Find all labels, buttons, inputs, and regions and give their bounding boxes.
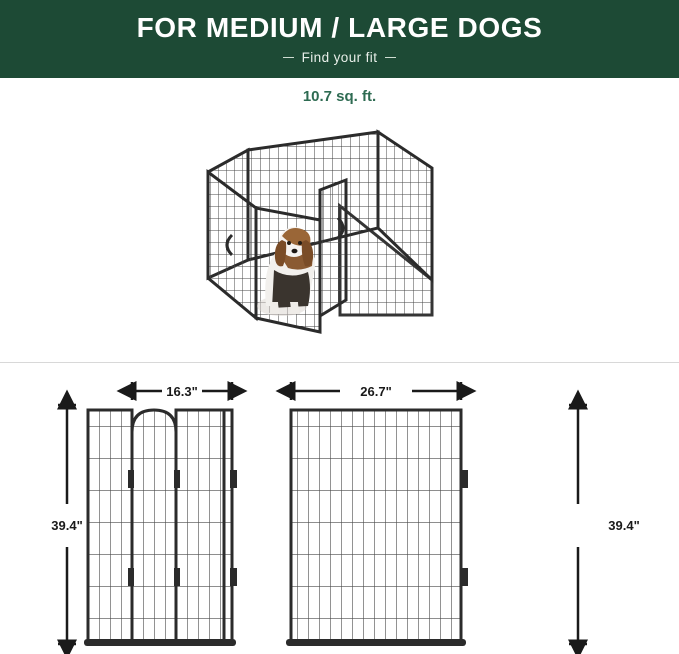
hinge-icon — [230, 470, 237, 488]
base-foot — [286, 639, 466, 646]
header-banner — [0, 0, 679, 78]
dimension-diagram — [0, 362, 679, 654]
hero-image — [170, 110, 510, 360]
dimension-width-small — [132, 382, 232, 400]
dimension-label-width-small: 16.3" — [166, 384, 198, 399]
banner-subtitle — [283, 50, 397, 65]
dimension-label-height-left: 39.4" — [51, 518, 83, 533]
hinge-icon — [461, 568, 468, 586]
hinge-icon — [461, 470, 468, 488]
dimension-height-left — [51, 405, 82, 644]
hinge-icon — [174, 470, 180, 488]
dash-right-icon — [385, 57, 396, 58]
panel-group-large — [286, 410, 468, 646]
hinge-icon — [128, 470, 134, 488]
dimension-width-large — [291, 382, 461, 400]
dimension-height-right — [569, 405, 640, 644]
hinge-icon — [174, 568, 180, 586]
dimension-label-width-large: 26.7" — [360, 384, 392, 399]
banner-subtitle-text: Find your fit — [301, 49, 378, 65]
area-label: 10.7 sq. ft. — [302, 88, 377, 105]
page-title: FOR MEDIUM / LARGE DOGS — [136, 12, 543, 44]
hinge-icon — [230, 568, 237, 586]
hinge-icon — [128, 568, 134, 586]
base-foot — [84, 639, 236, 646]
dimension-label-height-right: 39.4" — [608, 518, 640, 533]
panel-group-small — [84, 410, 237, 646]
playpen-gate — [320, 180, 346, 316]
dash-left-icon — [283, 57, 294, 58]
